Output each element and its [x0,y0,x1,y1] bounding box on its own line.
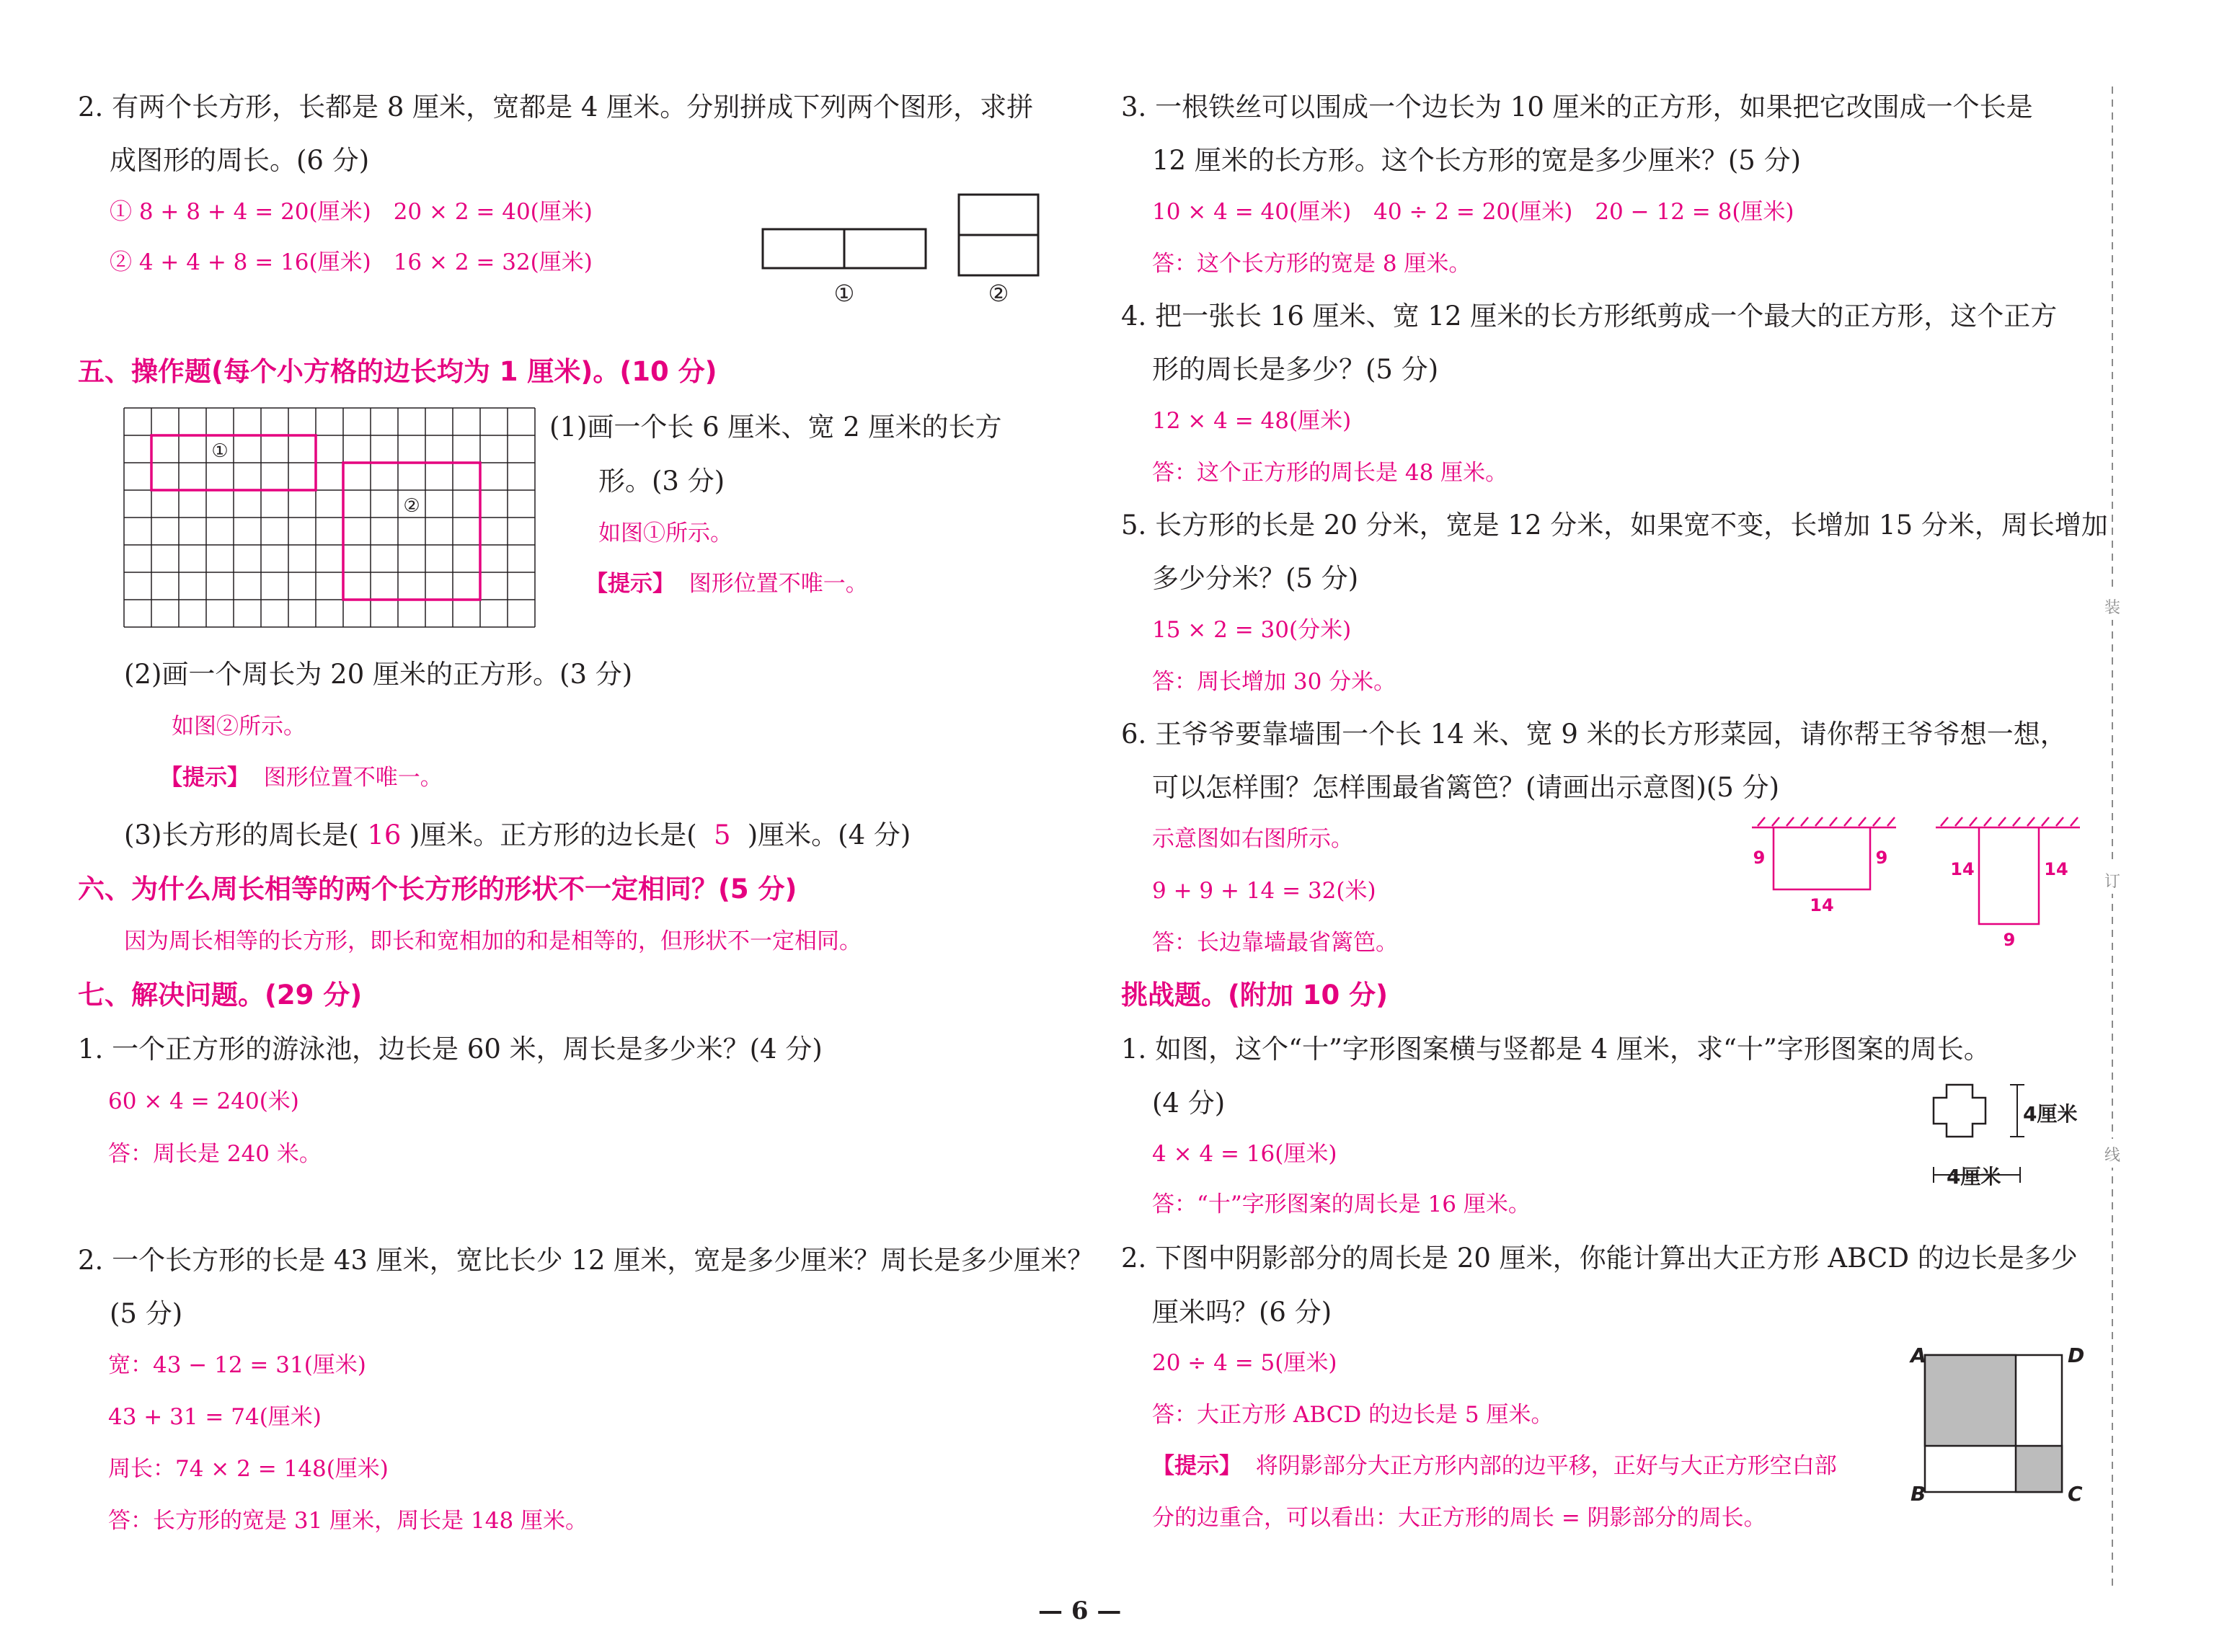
square-drawing [343,463,480,600]
q3-line2: 12 厘米的长方形。这个长方形的宽是多少厘米？(5 分) [1152,145,1802,176]
op1-line1: (1)画一个长 6 厘米、宽 2 厘米的长方 [549,412,1002,443]
tip-label: 【提示】 [585,571,675,597]
label-a: A [1911,1344,1926,1367]
c2-tip-line2: 分的边重合，可以看出：大正方形的周长 = 阴影部分的周长。 [1152,1505,1766,1531]
q4-line1: 4. 把一张长 16 厘米、宽 12 厘米的长方形纸剪成一个最大的正方形，这个正方 [1121,301,2058,332]
cross-shape [1934,1085,1985,1137]
fence2-bottom: 9 [2003,930,2016,950]
fig1-label: ① [833,280,855,307]
c2-answer1: 20 ÷ 4 = 5(厘米) [1152,1350,1337,1376]
s7-q1-answer1: 60 × 4 = 240(米) [108,1088,299,1114]
c2-tip-line1 [1152,1447,1837,1480]
binding-char1: 装 [2104,599,2121,617]
q3-line1: 3. 一根铁丝可以围成一个边长为 10 厘米的正方形，如果把它改围成一个长是 [1121,92,2033,123]
s7-q1-answer2: 答：周长是 240 米。 [108,1141,322,1167]
op3-text-a: (3)长方形的周长是( [124,820,359,851]
fence2-shape [1979,827,2039,924]
s7-q2-answer1: 宽：43 − 12 = 31(厘米) [108,1352,366,1378]
challenge-title: 挑战题。(附加 10 分) [1121,980,1389,1011]
s7-q1: 1. 一个正方形的游泳池，边长是 60 米，周长是多少米？(4 分) [78,1034,823,1065]
label-d: D [2068,1344,2085,1367]
rect-perimeter-value: 16 [367,820,402,851]
q2-line2: 成图形的周长。(6 分) [110,145,370,176]
tip-text: 图形位置不唯一。 [689,571,868,597]
fig2-label: ② [988,280,1009,307]
q5-answer1: 15 × 2 = 30(分米) [1152,617,1352,643]
op2-answer: 如图②所示。 [172,714,306,740]
c2-line2: 厘米吗？(6 分) [1152,1297,1332,1328]
s7-q2-line2: (5 分) [110,1298,183,1329]
cross-horizontal-label: 4厘米 [1947,1165,2001,1189]
s7-q2-answer4: 答：长方形的宽是 31 厘米，周长是 148 厘米。 [108,1508,588,1534]
label-c: C [2068,1482,2083,1506]
fence2-left: 14 [1950,859,1975,879]
s7-q2-line1: 2. 一个长方形的长是 43 厘米，宽比长少 12 厘米，宽是多少厘米？周长是多少厘米？ [78,1245,1094,1276]
grid-figure [121,405,539,636]
op1-tip [585,565,868,598]
fence1-right: 9 [1875,848,1888,868]
cross-vertical-label: 4厘米 [2023,1102,2078,1126]
q6-line2: 可以怎样围？怎样围最省篱笆？(请画出示意图)(5 分) [1152,772,1780,803]
page-number: — 6 — [1038,1597,1122,1625]
fence1-bottom: 14 [1810,895,1834,915]
abcd-figure [1896,1333,2091,1506]
op1-line2: 形。(3 分) [598,466,725,497]
c1-answer2: 答：“十”字形图案的周长是 16 厘米。 [1152,1191,1531,1217]
s7-q2-answer2: 43 + 31 = 74(厘米) [108,1404,322,1430]
fence1-left: 9 [1753,848,1766,868]
c1-line2: (4 分) [1152,1088,1226,1119]
q5-answer2: 答：周长增加 30 分米。 [1152,669,1396,695]
q3-answer2: 答：这个长方形的宽是 8 厘米。 [1152,251,1471,277]
q2-answer1: ① 8 + 8 + 4 = 20(厘米) 20 × 2 = 40(厘米) [110,199,593,225]
q4-answer1: 12 × 4 = 48(厘米) [1152,408,1352,434]
section6-title: 六、为什么周长相等的两个长方形的形状不一定相同？(5 分) [78,874,797,905]
q5-line2: 多少分米？(5 分) [1152,563,1359,594]
fence-diagrams [1745,814,2091,951]
grid-mark2: ② [403,495,420,517]
section7-title: 七、解决问题。(29 分) [78,980,363,1011]
tip-label: 【提示】 [1152,1453,1241,1479]
c2-line1: 2. 下图中阴影部分的周长是 20 厘米，你能计算出大正方形 ABCD 的边长是多少 [1121,1243,2078,1274]
c1-line1: 1. 如图，这个“十”字形图案横与竖都是 4 厘米，求“十”字形图案的周长。 [1121,1034,1991,1065]
binding-char2: 订 [2104,873,2121,891]
q2-figures [750,187,1053,310]
op2-tip [160,759,443,791]
op2-line: (2)画一个周长为 20 厘米的正方形。(3 分) [124,659,633,690]
c2-answer2: 答：大正方形 ABCD 的边长是 5 厘米。 [1152,1402,1554,1428]
shaded-square-small [2016,1446,2062,1492]
op3-text-b: )厘米。正方形的边长是( [409,820,697,851]
q5-line1: 5. 长方形的长是 20 分米，宽是 12 分米，如果宽不变，长增加 15 分米，周长增加 [1121,510,2108,541]
q4-answer2: 答：这个正方形的周长是 48 厘米。 [1152,460,1508,486]
shaded-square-large [1925,1355,2016,1446]
c1-answer1: 4 × 4 = 16(厘米) [1152,1141,1337,1167]
label-b: B [1911,1482,1926,1506]
binding-line [2098,86,2127,1586]
tip-text: 图形位置不唯一。 [263,765,443,791]
tip-label: 【提示】 [160,765,249,791]
op3-line [124,813,911,852]
q2-line1: 2. 有两个长方形，长都是 8 厘米，宽都是 4 厘米。分别拼成下列两个图形，求拼 [78,92,1034,123]
q6-answer1: 示意图如右图所示。 [1152,826,1353,852]
q6-answer3: 答：长边靠墙最省篱笆。 [1152,930,1398,956]
grid-mark1: ① [211,440,229,462]
q4-line2: 形的周长是多少？(5 分) [1152,354,1439,385]
q6-line1: 6. 王爷爷要靠墙围一个长 14 米、宽 9 米的长方形菜园，请你帮王爷爷想一想， [1121,719,2067,750]
section5-title: 五、操作题(每个小方格的边长均为 1 厘米)。(10 分) [78,356,717,387]
section6-answer: 因为周长相等的长方形，即长和宽相加的和是相等的，但形状不一定相同。 [124,928,862,954]
binding-char3: 线 [2104,1147,2121,1165]
c2-tip-text1: 将阴影部分大正方形内部的边平移，正好与大正方形空白部 [1255,1453,1837,1479]
fence1-shape [1774,827,1870,889]
square-side-value: 5 [713,820,731,851]
grid-lines [124,408,535,627]
fence2-right: 14 [2044,859,2068,879]
s7-q2-answer3: 周长：74 × 2 = 148(厘米) [108,1456,389,1482]
q6-answer2: 9 + 9 + 14 = 32(米) [1152,878,1376,904]
q3-answer1: 10 × 4 = 40(厘米) 40 ÷ 2 = 20(厘米) 20 − 12 = 8(厘米) [1152,199,1794,225]
op3-text-c: )厘米。(4 分) [747,820,911,851]
cross-figure [1918,1078,2105,1204]
op1-answer: 如图①所示。 [598,520,732,546]
q2-answer2: ② 4 + 4 + 8 = 16(厘米) 16 × 2 = 32(厘米) [110,249,593,275]
